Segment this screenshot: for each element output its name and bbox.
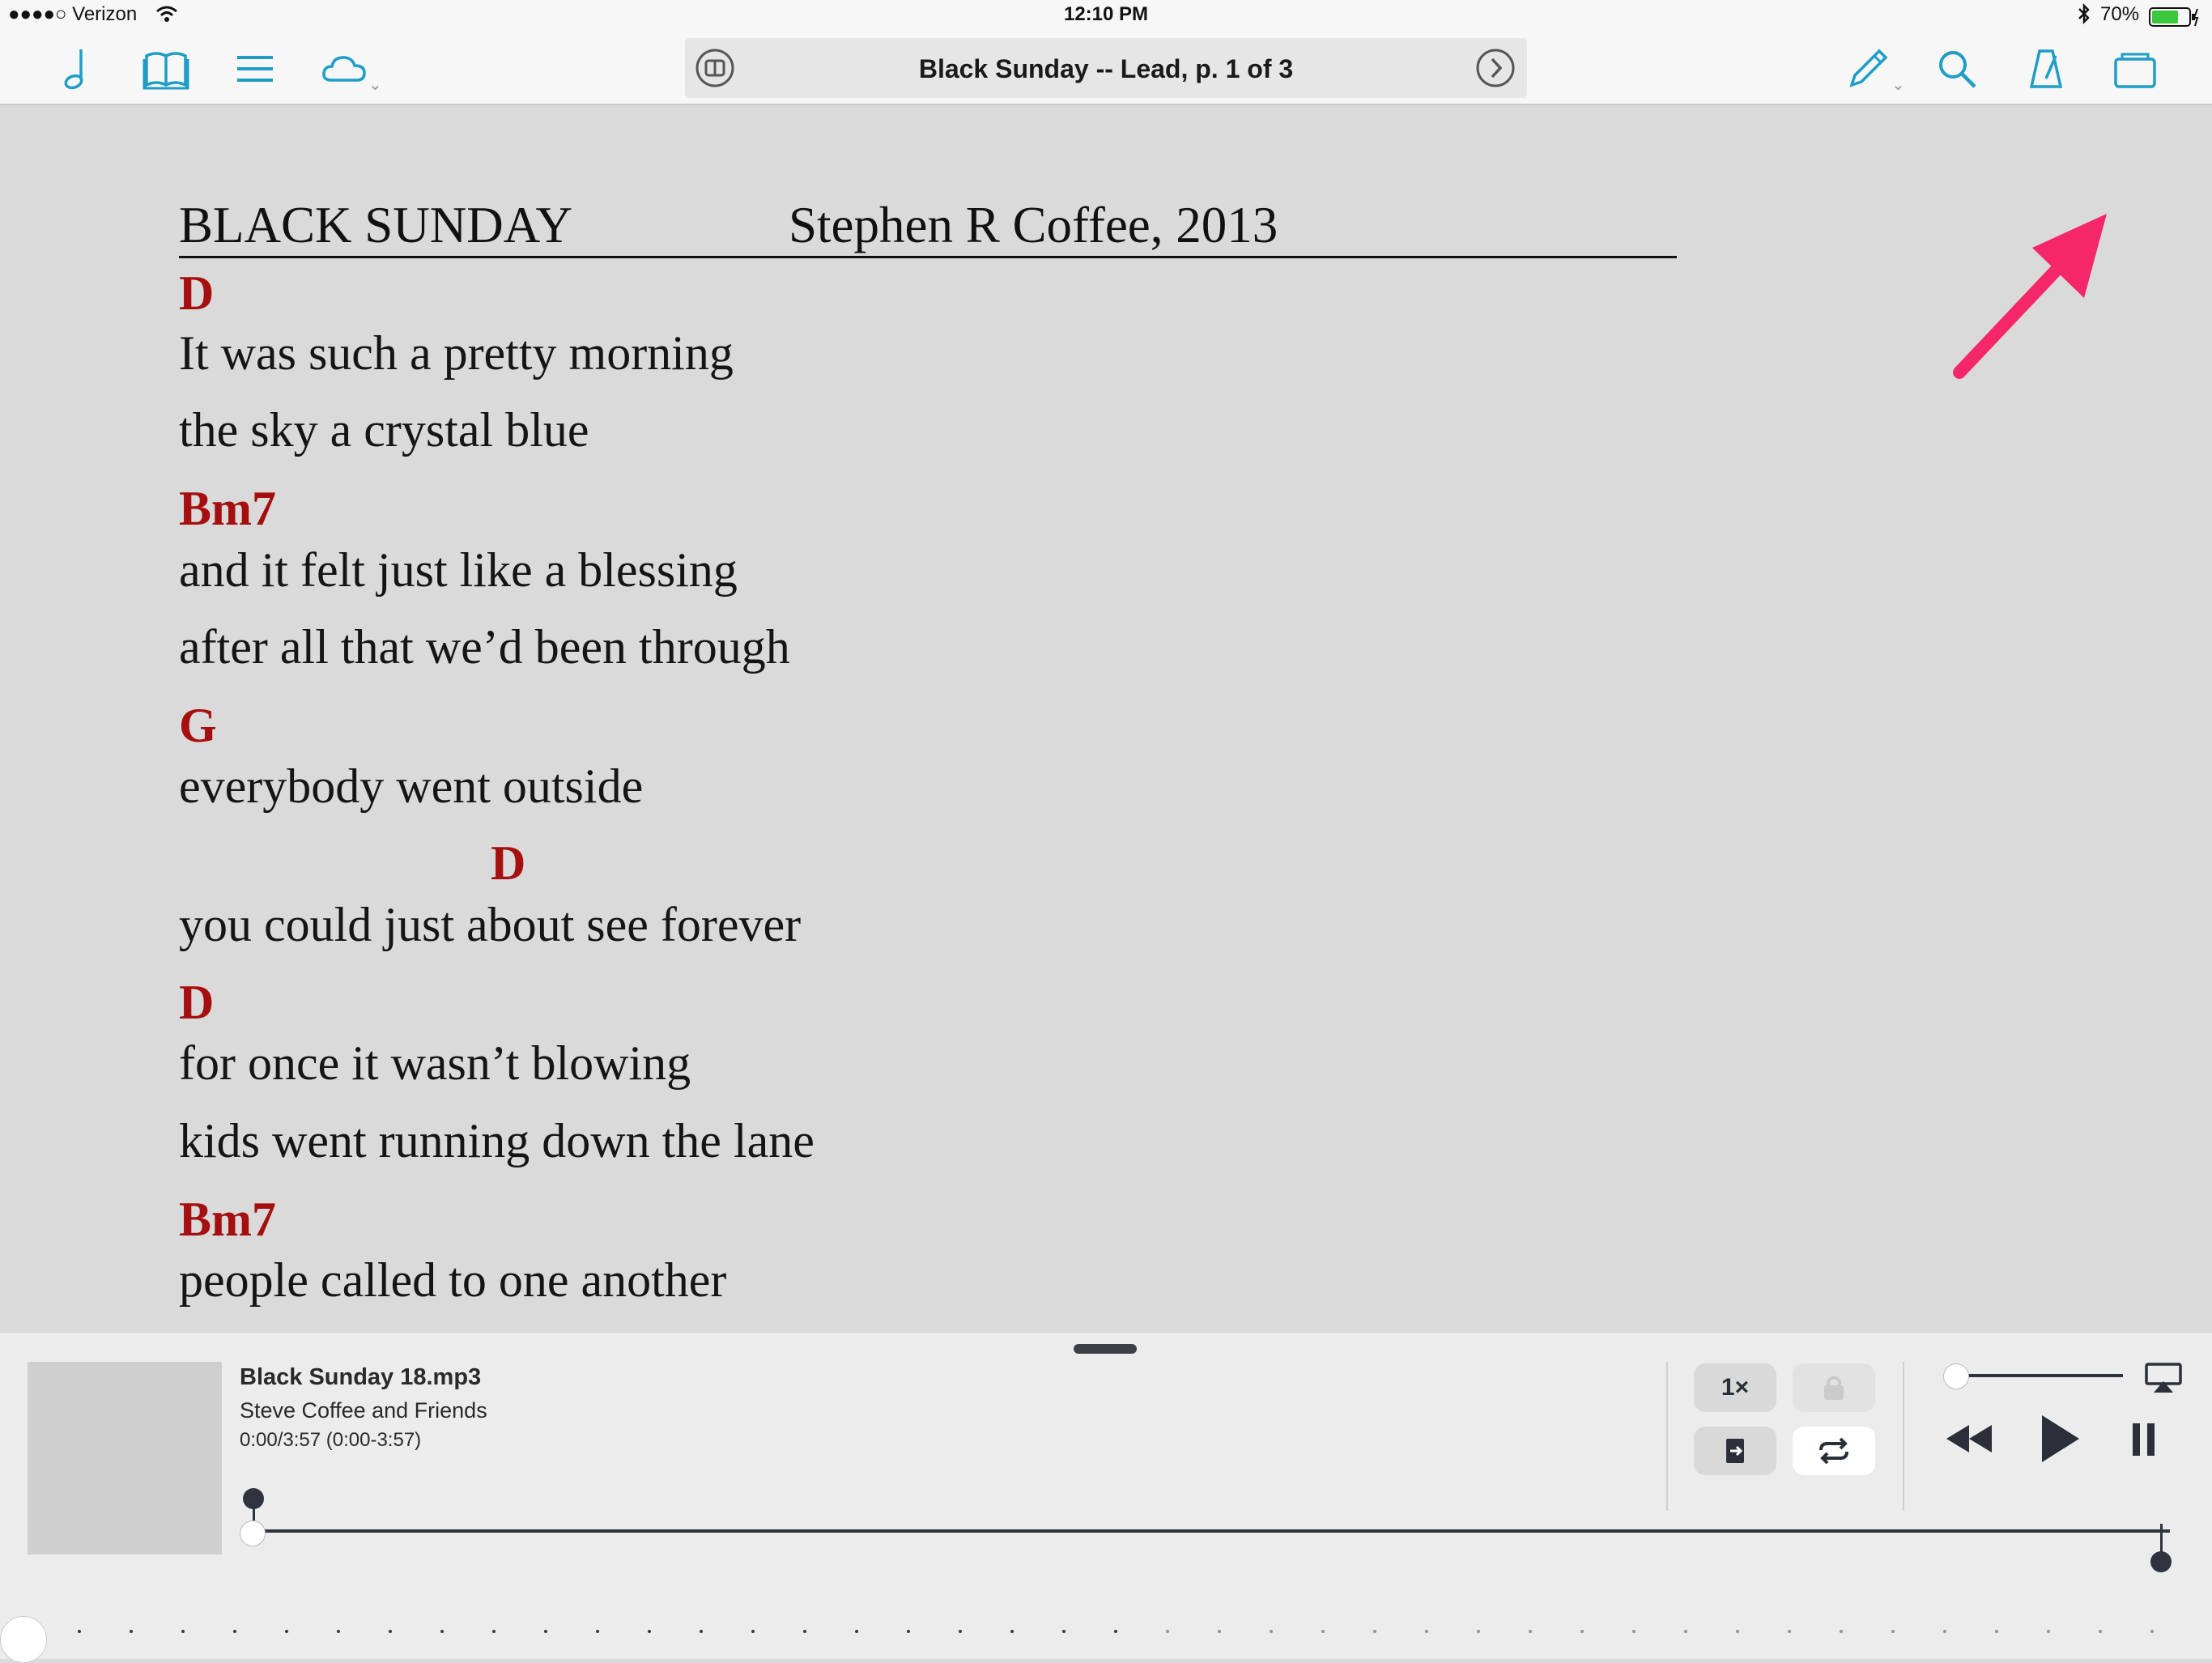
page-scrubber-track[interactable] <box>49 1630 2186 1638</box>
chord-label: Bm7 <box>179 1193 276 1246</box>
lyric-line: and it felt just like a blessing <box>179 543 738 597</box>
scrubber-dot <box>233 1630 236 1633</box>
clock: 12:10 PM <box>1063 3 1149 25</box>
scrubber-dot <box>181 1630 185 1633</box>
player-drag-handle[interactable] <box>1074 1344 1137 1354</box>
chord-label: D <box>179 976 215 1029</box>
scrubber-dot <box>1736 1630 1739 1633</box>
scrubber-dot <box>1218 1630 1221 1633</box>
playhead-knob[interactable] <box>240 1521 266 1546</box>
scrubber-dot <box>1788 1630 1791 1633</box>
lyric-line: after all that we’d been through <box>179 620 790 674</box>
playback-timeline[interactable] <box>251 1529 2170 1533</box>
cloud-icon[interactable] <box>316 42 372 96</box>
album-art <box>28 1362 222 1555</box>
chord-label: D <box>179 266 215 320</box>
book-icon[interactable] <box>138 42 194 96</box>
scrubber-dot <box>751 1630 755 1633</box>
chord-label: D <box>491 836 526 890</box>
scrubber-dot <box>130 1630 133 1633</box>
lyric-line: everybody went outside <box>179 759 644 813</box>
next-page-icon[interactable] <box>1475 48 1516 88</box>
scrubber-dot <box>2150 1630 2154 1633</box>
battery-icon <box>2149 7 2201 32</box>
search-icon[interactable] <box>1929 42 1985 96</box>
scrubber-dot <box>803 1630 806 1633</box>
metronome-icon[interactable] <box>2018 42 2074 96</box>
pause-icon[interactable] <box>2128 1422 2160 1457</box>
loop-end-marker[interactable] <box>2150 1551 2172 1572</box>
scrubber-dot <box>544 1630 547 1633</box>
scrubber-dot <box>1891 1630 1895 1633</box>
divider <box>1666 1362 1668 1511</box>
scrubber-dot <box>648 1630 651 1633</box>
annotation-arrow <box>1927 202 2121 397</box>
title-pill[interactable] <box>685 38 1527 98</box>
scrubber-dot <box>440 1630 444 1633</box>
folder-icon[interactable] <box>2107 42 2163 96</box>
scrubber-dot <box>1114 1630 1117 1633</box>
sheet-music-page[interactable] <box>0 105 2212 1332</box>
airplay-icon[interactable] <box>2144 1362 2183 1394</box>
toolbar <box>0 34 2212 105</box>
pencil-menu-chevron-icon[interactable]: ⌄ <box>1891 76 1905 94</box>
note-icon[interactable] <box>50 42 107 96</box>
scrubber-dot <box>492 1630 496 1633</box>
scrubber-dot <box>1321 1630 1325 1633</box>
scrubber-dot <box>1270 1630 1273 1633</box>
scrubber-dot <box>1995 1630 1998 1633</box>
document-title: Black Sunday -- Lead, p. 1 of 3 <box>918 54 1294 83</box>
lyric-line: kids went running down the lane <box>179 1114 815 1168</box>
carrier-label: ●●●●○ Verizon <box>8 3 138 25</box>
battery-percent: 70% <box>2100 3 2140 25</box>
cloud-menu-chevron-icon[interactable]: ⌄ <box>368 76 382 94</box>
bluetooth-icon <box>2076 3 2092 30</box>
scrubber-dot <box>907 1630 910 1633</box>
scrubber-dot <box>2099 1630 2102 1633</box>
scrubber-dot <box>1529 1630 1532 1633</box>
list-icon[interactable] <box>227 42 283 96</box>
scrubber-dot <box>1840 1630 1843 1633</box>
scrubber-dot <box>1425 1630 1428 1633</box>
chord-label: G <box>179 699 217 752</box>
pencil-icon[interactable] <box>1840 42 1896 96</box>
track-title: Black Sunday 18.mp3 <box>240 1364 482 1390</box>
scrubber-dot <box>1943 1630 1946 1633</box>
scrubber-dot <box>285 1630 288 1633</box>
song-author: Stephen R Coffee, 2013 <box>789 197 1278 253</box>
scrubber-dot <box>1632 1630 1636 1633</box>
scrubber-dot <box>1166 1630 1169 1633</box>
title-rule <box>179 256 1677 258</box>
chord-label: Bm7 <box>179 482 276 535</box>
lock-icon[interactable] <box>1793 1363 1875 1412</box>
scrubber-dot <box>1477 1630 1480 1633</box>
speed-button[interactable]: 1× <box>1694 1363 1776 1412</box>
track-time: 0:00/3:57 (0:00-3:57) <box>240 1429 422 1451</box>
volume-slider[interactable] <box>1955 1374 2123 1377</box>
audio-player <box>0 1332 2212 1659</box>
song-title: BLACK SUNDAY <box>179 197 573 253</box>
scrubber-dot <box>1684 1630 1687 1633</box>
scrubber-dot <box>78 1630 81 1633</box>
scrubber-dot <box>1373 1630 1376 1633</box>
lyric-line: people called to one another <box>179 1253 727 1307</box>
scrubber-dot <box>1062 1630 1066 1633</box>
export-icon[interactable] <box>1694 1427 1776 1475</box>
lyric-line: the sky a crystal blue <box>179 403 589 457</box>
volume-knob[interactable] <box>1943 1363 1969 1389</box>
loop-start-marker[interactable] <box>243 1488 264 1509</box>
scrubber-dot <box>959 1630 962 1633</box>
divider <box>1903 1362 1904 1511</box>
scrubber-dot <box>596 1630 599 1633</box>
scrubber-dot <box>2047 1630 2050 1633</box>
scrubber-dot <box>389 1630 392 1633</box>
scrubber-dot <box>1010 1630 1014 1633</box>
scrubber-dot <box>1580 1630 1584 1633</box>
page-scrubber-knob[interactable] <box>0 1616 47 1663</box>
lyric-line: for once it wasn’t blowing <box>179 1036 691 1090</box>
scrubber-dot <box>700 1630 703 1633</box>
rewind-icon[interactable] <box>1943 1418 1997 1459</box>
play-icon[interactable] <box>2037 1412 2082 1465</box>
status-bar <box>0 0 2212 34</box>
lyric-line: you could just about see forever <box>179 898 802 951</box>
track-artist: Steve Coffee and Friends <box>240 1398 487 1423</box>
scrubber-dot <box>337 1630 340 1633</box>
lyric-line: It was such a pretty morning <box>179 326 734 380</box>
repeat-icon[interactable] <box>1793 1427 1875 1475</box>
scrubber-dot <box>855 1630 858 1633</box>
